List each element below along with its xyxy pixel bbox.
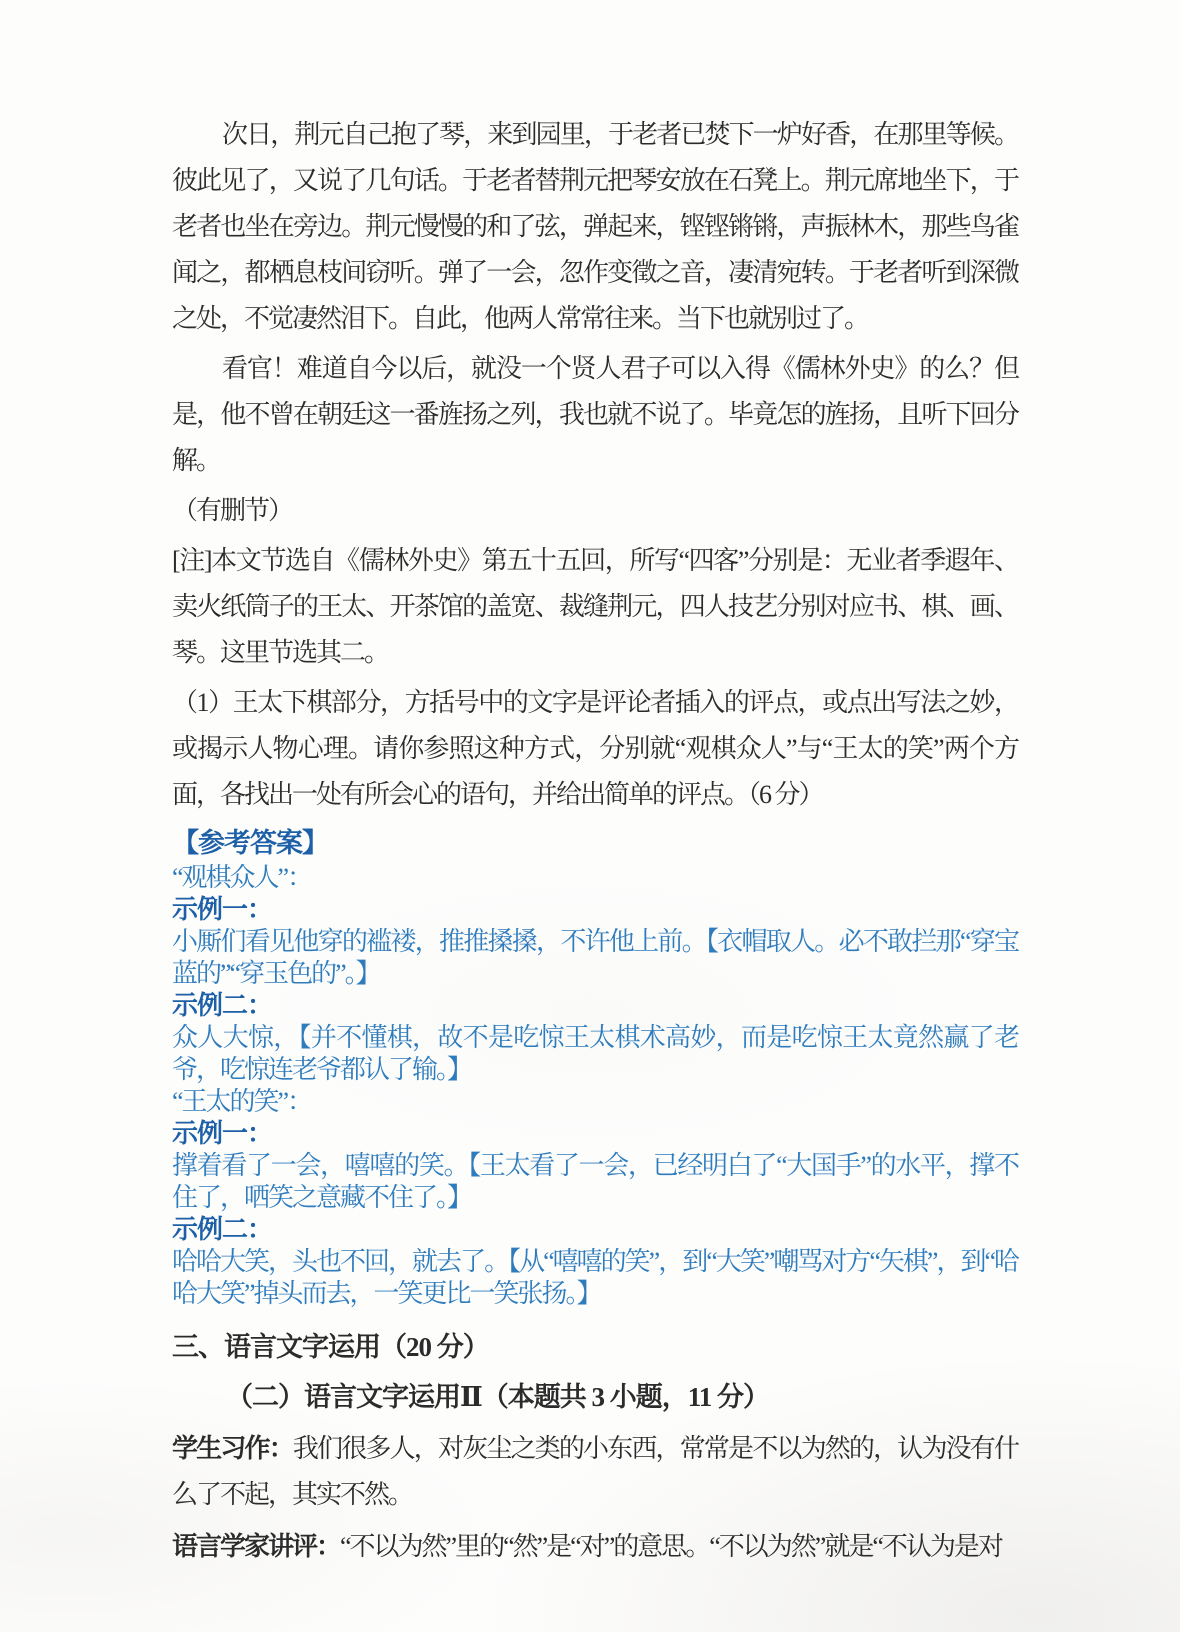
student-writing-label: 学生习作： [172, 1434, 293, 1463]
example-2-text: 众人大惊，【并不懂棋，故不是吃惊王太棋术高妙，而是吃惊王太竟然赢了老爷，吃惊连老爷都认了输。】 [172, 1023, 1018, 1084]
example-4-text: 哈哈大笑，头也不回，就去了。【从“嘻嘻的笑”，到“大笑”嘲骂对方“矢棋”，到“哈哈大笑”掉头而去，一笑更比一笑张扬。】 [172, 1247, 1018, 1308]
linguist-comment-label: 语言学家讲评： [172, 1532, 341, 1561]
linguist-comment-text: “不以为然”里的“然”是“对”的意思。“不以为然”就是“不认为是对 [340, 1532, 1002, 1561]
student-writing [172, 1426, 1018, 1518]
deletion-note: （有删节） [172, 496, 293, 525]
document-content [172, 112, 1018, 1574]
section-heading: 三、语言文字运用（20 分） [172, 1332, 489, 1362]
subject-wangtai-xiao: “王太的笑”： [172, 1087, 312, 1116]
example-3-text: 撑着看了一会，嘻嘻的笑。【王太看了一会，已经明白了“大国手”的水平，撑不住了，哂笑之意藏不住了。】 [172, 1151, 1018, 1212]
example-3-label: 示例一： [172, 1119, 273, 1148]
example-4-label: 示例二： [172, 1215, 273, 1244]
story-paragraph-2: 看官！难道自今以后，就没一个贤人君子可以入得《儒林外史》的么？但是，他不曾在朝廷这一番旌扬之列，我也就不说了。毕竟怎的旌扬，且听下回分解。 [172, 354, 1018, 475]
example-1-label: 示例一： [172, 895, 273, 924]
subject-guanqi-zhongren: “观棋众人”： [172, 863, 312, 892]
subsection-heading: （二）语言文字运用Ⅱ（本题共 3 小题，11 分） [226, 1382, 770, 1412]
example-2-label: 示例二： [172, 991, 273, 1020]
story-paragraph-1: 次日，荆元自己抱了琴，来到园里，于老者已焚下一炉好香，在那里等候。彼此见了，又说了几句话。于老者替荆元把琴安放在石凳上。荆元席地坐下，于老者也坐在旁边。荆元慢慢的和了弦，弹起来，铿铿锵锵，声振林木，那些鸟雀闻之，都栖息枝间窃听。弹了一会，忽作变徵之音，凄清宛转。于老者听到深微之处，不觉凄然泪下。自此，他两人常常往来。当下也就别过了。 [172, 120, 1018, 333]
example-1-text: 小厮们看见他穿的褴褛，推推搡搡，不许他上前。【衣帽取人。必不敢拦那“穿宝蓝的”“穿玉色的”。】 [172, 927, 1018, 988]
student-writing-text: 我们很多人，对灰尘之类的小东西，常常是不以为然的，认为没有什么了不起，其实不然。 [172, 1434, 1018, 1509]
source-note: [注]本文节选自《儒林外史》第五十五回，所写“四客”分别是：无业者季遐年、卖火纸筒子的王太、开茶馆的盖宽、裁缝荆元，四人技艺分别对应书、棋、画、琴。这里节选其二。 [172, 546, 1018, 667]
question-1: （1）王太下棋部分，方括号中的文字是评论者插入的评点，或点出写法之妙，或揭示人物心理。请你参照这种方式，分别就“观棋众人”与“王太的笑”两个方面，各找出一处有所会心的语句，并给出简单的评点。（6 分） [172, 688, 1018, 809]
answer-key-heading: 【参考答案】 [172, 828, 328, 858]
reference-answer-block [172, 824, 1018, 1310]
linguist-comment [172, 1524, 1018, 1570]
